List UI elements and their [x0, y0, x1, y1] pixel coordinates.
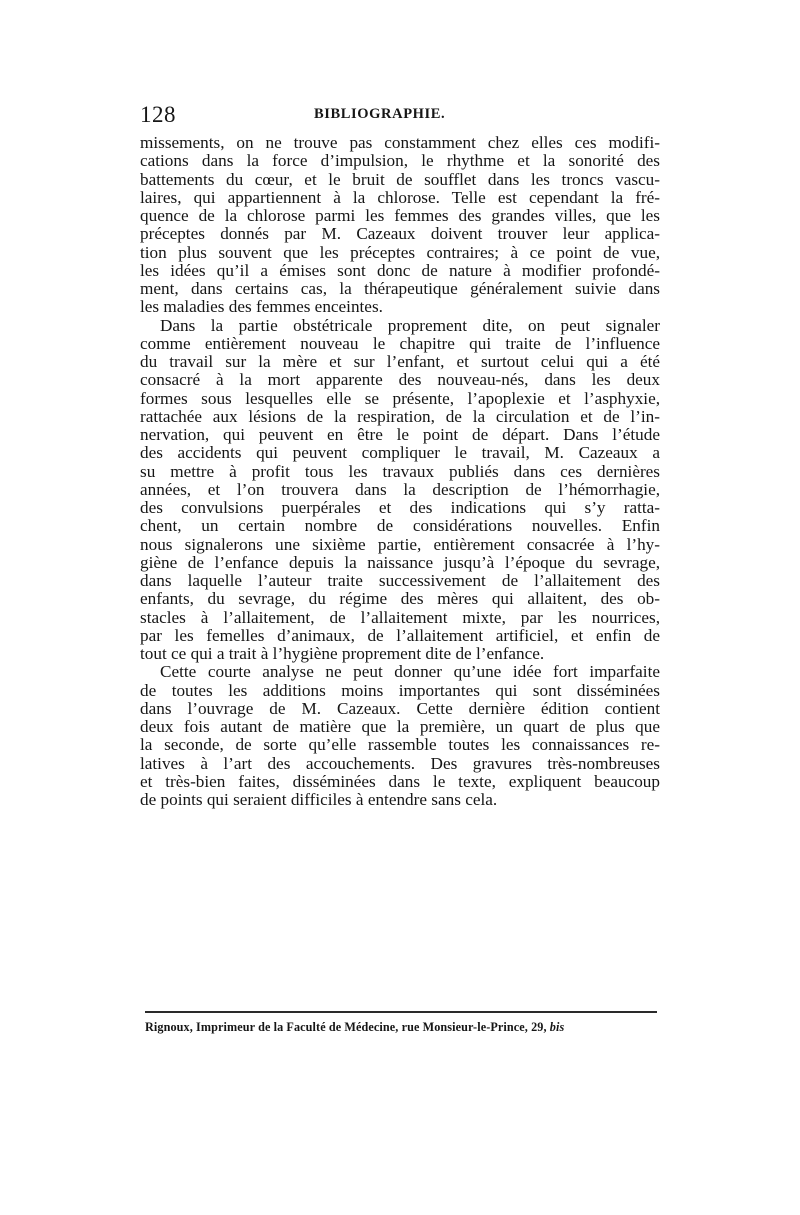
text-line: préceptes donnés par M. Cazeaux doivent trouver leur applica- [140, 224, 660, 244]
text-line: de points qui seraient difficiles à entendre sans cela. [140, 790, 498, 809]
text-line: nous signalerons une sixième partie, entièrement consacrée à l’hy- [140, 534, 660, 554]
text-line: du travail sur la mère et sur l’enfant, et surtout celui qui a été [140, 352, 660, 371]
text-line: et très-bien faites, disséminées dans le texte, expliquent beaucoup [140, 771, 660, 791]
page-number: 128 [140, 102, 176, 127]
text-line: laires, qui appartiennent à la chlorose. Telle est cependant la fré- [140, 187, 660, 207]
text-line: missements, on ne trouve pas constamment chez elles ces modifi- [140, 133, 660, 152]
text-line: des convulsions puerpérales et des indications qui s’y ratta- [140, 498, 660, 517]
text-line: latives à l’art des accouchements. Des gravures très-nombreuses [140, 753, 660, 773]
text-line: comme entièrement nouveau le chapitre qui traite de l’influence [140, 333, 660, 353]
running-title: BIBLIOGRAPHIE. [314, 106, 446, 122]
text-line: années, et l’on trouvera dans la description de l’hémorrhagie, [140, 479, 660, 499]
text-line: Dans la partie obstétricale proprement dite, on peut signaler [160, 315, 660, 335]
page [140, 96, 660, 126]
text-line: formes sous lesquelles elle se présente, l’apoplexie et l’asphyxie, [140, 388, 660, 408]
imprint-name: Rignoux, [145, 1020, 193, 1034]
text-line: cations dans la force d’impulsion, le rhythme et la sonorité des [140, 151, 660, 171]
page-header [140, 96, 660, 126]
body-text [140, 134, 660, 809]
text-line: consacré à la mort apparente des nouveau-nés, dans les deux [140, 370, 660, 390]
text-line: la seconde, de sorte qu’elle rassemble toutes les connaissances re- [140, 735, 660, 755]
text-line: stacles à l’allaitement, de l’allaitement mixte, par les nourrices, [140, 607, 660, 627]
text-line: giène de l’enfance depuis la naissance jusqu’à l’époque du sevrage, [140, 552, 660, 572]
text-line: tout ce qui a trait à l’hygiène proprement dite de l’enfance. [140, 644, 545, 663]
text-line: les idées qu’il a émises sont donc de nature à modifier profondé- [140, 260, 660, 280]
text-line: des accidents qui peuvent compliquer le travail, M. Cazeaux a [140, 443, 660, 463]
text-line: les maladies des femmes enceintes. [140, 297, 383, 317]
text-line: nervation, qui peuvent en être le point de départ. Dans l’étude [140, 425, 660, 444]
text-line: Cette courte analyse ne peut donner qu’une idée fort imparfaite [160, 662, 660, 682]
text-line: ment, dans certains cas, la thérapeutique généralement suivie dans [140, 279, 660, 298]
text-line: deux fois autant de matière que la première, un quart de plus que [140, 717, 660, 736]
printer-imprint [145, 1020, 665, 1035]
imprint-text: Imprimeur de la Faculté de Médecine, rue Monsieur-le-Prince, 29, [192, 1020, 550, 1034]
text-line: battements du cœur, et le bruit de soufflet dans les troncs vascu- [140, 169, 660, 189]
text-line: su mettre à profit tous les travaux publiés dans ces dernières [140, 461, 660, 481]
text-line: dans l’ouvrage de M. Cazeaux. Cette dernière édition contient [140, 698, 660, 718]
text-line: quence de la chlorose parmi les femmes des grandes villes, que les [140, 206, 660, 225]
text-line: tion plus souvent que les préceptes contraires; à ce point de vue, [140, 242, 660, 262]
text-line: rattachée aux lésions de la respiration, de la circulation et de l’in- [140, 406, 660, 426]
text-line: chent, un certain nombre de considérations nouvelles. Enfin [140, 516, 660, 536]
text-line: de toutes les additions moins importantes qui sont disséminées [140, 680, 660, 700]
text-line: par les femelles d’animaux, de l’allaitement artificiel, et enfin de [140, 625, 660, 645]
text-line: dans laquelle l’auteur traite successivement de l’allaitement des [140, 571, 660, 590]
text-line: enfants, du sevrage, du régime des mères qui allaitent, des ob- [140, 589, 660, 609]
footer-rule [145, 1011, 657, 1013]
imprint-bis: bis [549, 1020, 565, 1034]
